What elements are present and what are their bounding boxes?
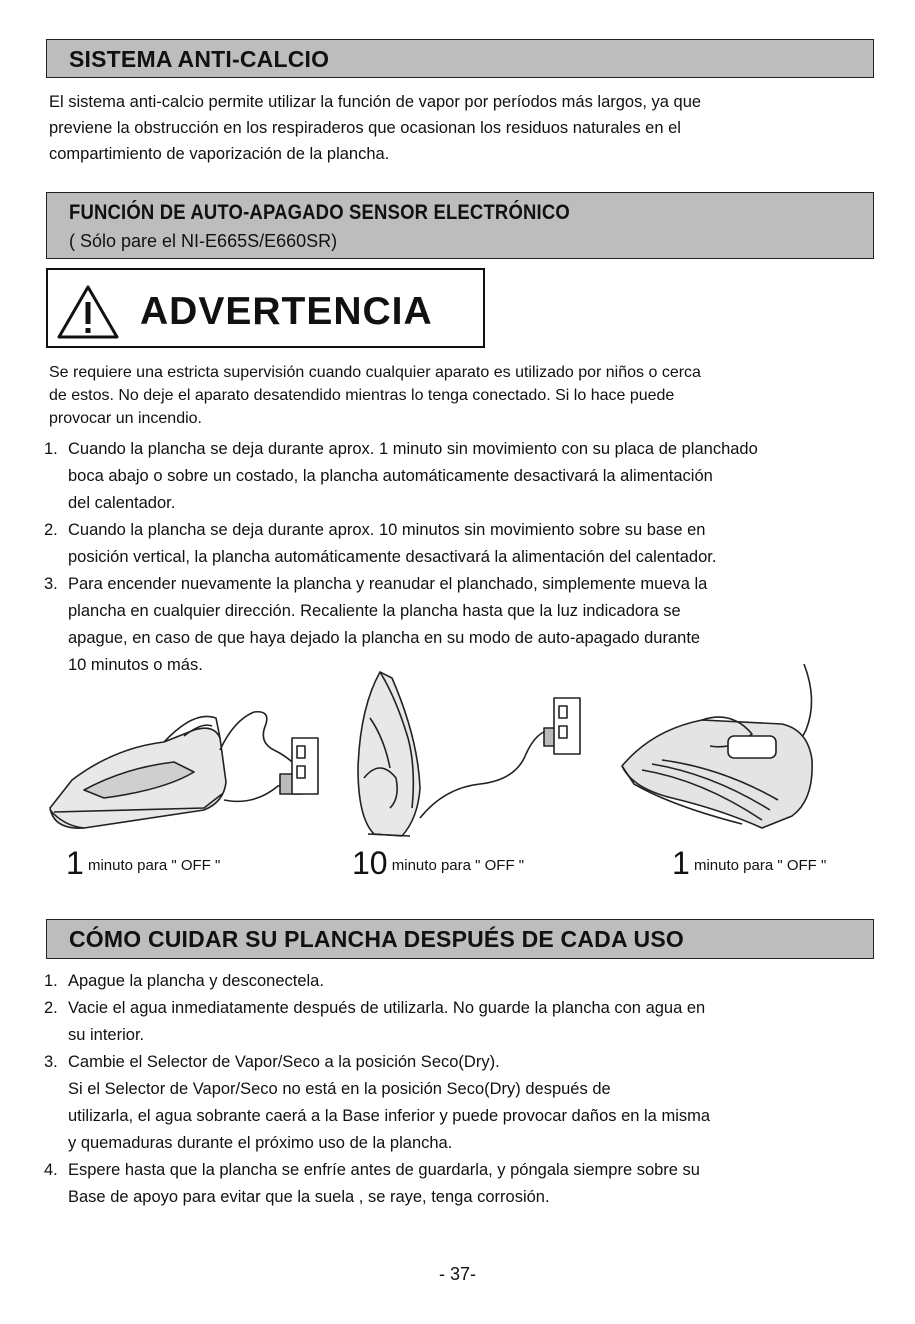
auto-off-list [44, 436, 874, 679]
list-number: 4. [44, 1161, 58, 1179]
list-line: Para encender nuevamente la plancha y reanudar el planchado, simplemente mueva la [68, 575, 708, 593]
section-subtitle: ( Sólo pare el NI-E665S/E660SR) [69, 231, 338, 251]
caption-number: 10 [352, 845, 388, 881]
list-line: apague, en caso de que haya dejado la plancha en su modo de auto-apagado durante [68, 629, 701, 647]
warning-paragraph [49, 361, 869, 430]
timer-caption [672, 845, 826, 882]
paragraph-line: El sistema anti-calcio permite utilizar la función de vapor por períodos más largos, ya que [49, 93, 702, 111]
list-item [44, 1049, 874, 1157]
list-number: 2. [44, 999, 58, 1017]
caption-number: 1 [672, 845, 690, 881]
section-header-care [46, 919, 874, 959]
iron-side-illustration [612, 660, 832, 835]
timer-caption [66, 845, 220, 882]
section-header-auto-apagado [46, 192, 874, 259]
iron-flat-illustration [44, 690, 324, 840]
list-line: su interior. [68, 1026, 145, 1044]
list-number: 1. [44, 440, 58, 458]
caption-text: minuto para " OFF " [83, 857, 221, 874]
section-title: CÓMO CUIDAR SU PLANCHA DESPUÉS DE CADA USO [69, 926, 684, 952]
anti-calcio-paragraph [49, 89, 869, 167]
paragraph-line: de estos. No deje el aparato desatendido mientras lo tenga conectado. Si lo hace puede [49, 387, 675, 404]
warning-title: ADVERTENCIA [140, 290, 433, 333]
paragraph-line: compartimiento de vaporización de la plancha. [49, 145, 390, 163]
list-number: 3. [44, 575, 58, 593]
list-line: 10 minutos o más. [68, 656, 203, 674]
iron-vertical-illustration [340, 668, 590, 848]
caption-text: minuto para " OFF " [387, 857, 525, 874]
list-item [44, 1157, 874, 1211]
list-line: Espere hasta que la plancha se enfríe antes de guardarla, y póngala siempre sobre su [68, 1161, 700, 1179]
paragraph-line: previene la obstrucción en los respiraderos que ocasionan los residuos naturales en el [49, 119, 681, 137]
list-number: 3. [44, 1053, 58, 1071]
list-item [44, 436, 874, 517]
timer-caption [352, 845, 524, 882]
list-line: Si el Selector de Vapor/Seco no está en la posición Seco(Dry) después de [68, 1080, 611, 1098]
caption-text: minuto para " OFF " [689, 857, 827, 874]
paragraph-line: provocar un incendio. [49, 410, 202, 427]
list-line: Cuando la plancha se deja durante aprox. 1 minuto sin movimiento con su placa de planchado [68, 440, 758, 458]
warning-box [46, 268, 485, 348]
list-number: 1. [44, 972, 58, 990]
list-line: del calentador. [68, 494, 176, 512]
caption-number: 1 [66, 845, 84, 881]
list-item [44, 517, 874, 571]
list-line: boca abajo o sobre un costado, la plancha automáticamente desactivará la alimentación [68, 467, 713, 485]
list-line: y quemaduras durante el próximo uso de la plancha. [68, 1134, 453, 1152]
list-line: plancha en cualquier dirección. Recaliente la plancha hasta que la luz indicadora se [68, 602, 681, 620]
list-line: Base de apoyo para evitar que la suela , se raye, tenga corrosión. [68, 1188, 550, 1206]
list-line: Apague la plancha y desconectela. [68, 972, 324, 990]
list-line: Cuando la plancha se deja durante aprox. 10 minutos sin movimiento sobre su base en [68, 521, 706, 539]
list-item [44, 995, 874, 1049]
section-title: SISTEMA ANTI-CALCIO [69, 46, 330, 72]
care-list [44, 968, 874, 1211]
list-line: posición vertical, la plancha automáticamente desactivará la alimentación del calentador. [68, 548, 717, 566]
section-title: FUNCIÓN DE AUTO-APAGADO SENSOR ELECTRÓNICO [69, 201, 570, 224]
section-header-anti-calcio [46, 39, 874, 78]
warning-triangle-icon [56, 284, 120, 340]
list-line: Vacie el agua inmediatamente después de utilizarla. No guarde la plancha con agua en [68, 999, 706, 1017]
list-number: 2. [44, 521, 58, 539]
list-item [44, 968, 874, 995]
list-line: utilizarla, el agua sobrante caerá a la Base inferior y puede provocar daños en la misma [68, 1107, 711, 1125]
list-line: Cambie el Selector de Vapor/Seco a la posición Seco(Dry). [68, 1053, 500, 1071]
page-number: - 37- [438, 1264, 476, 1284]
paragraph-line: Se requiere una estricta supervisión cuando cualquier aparato es utilizado por niños o cerca [49, 364, 701, 381]
